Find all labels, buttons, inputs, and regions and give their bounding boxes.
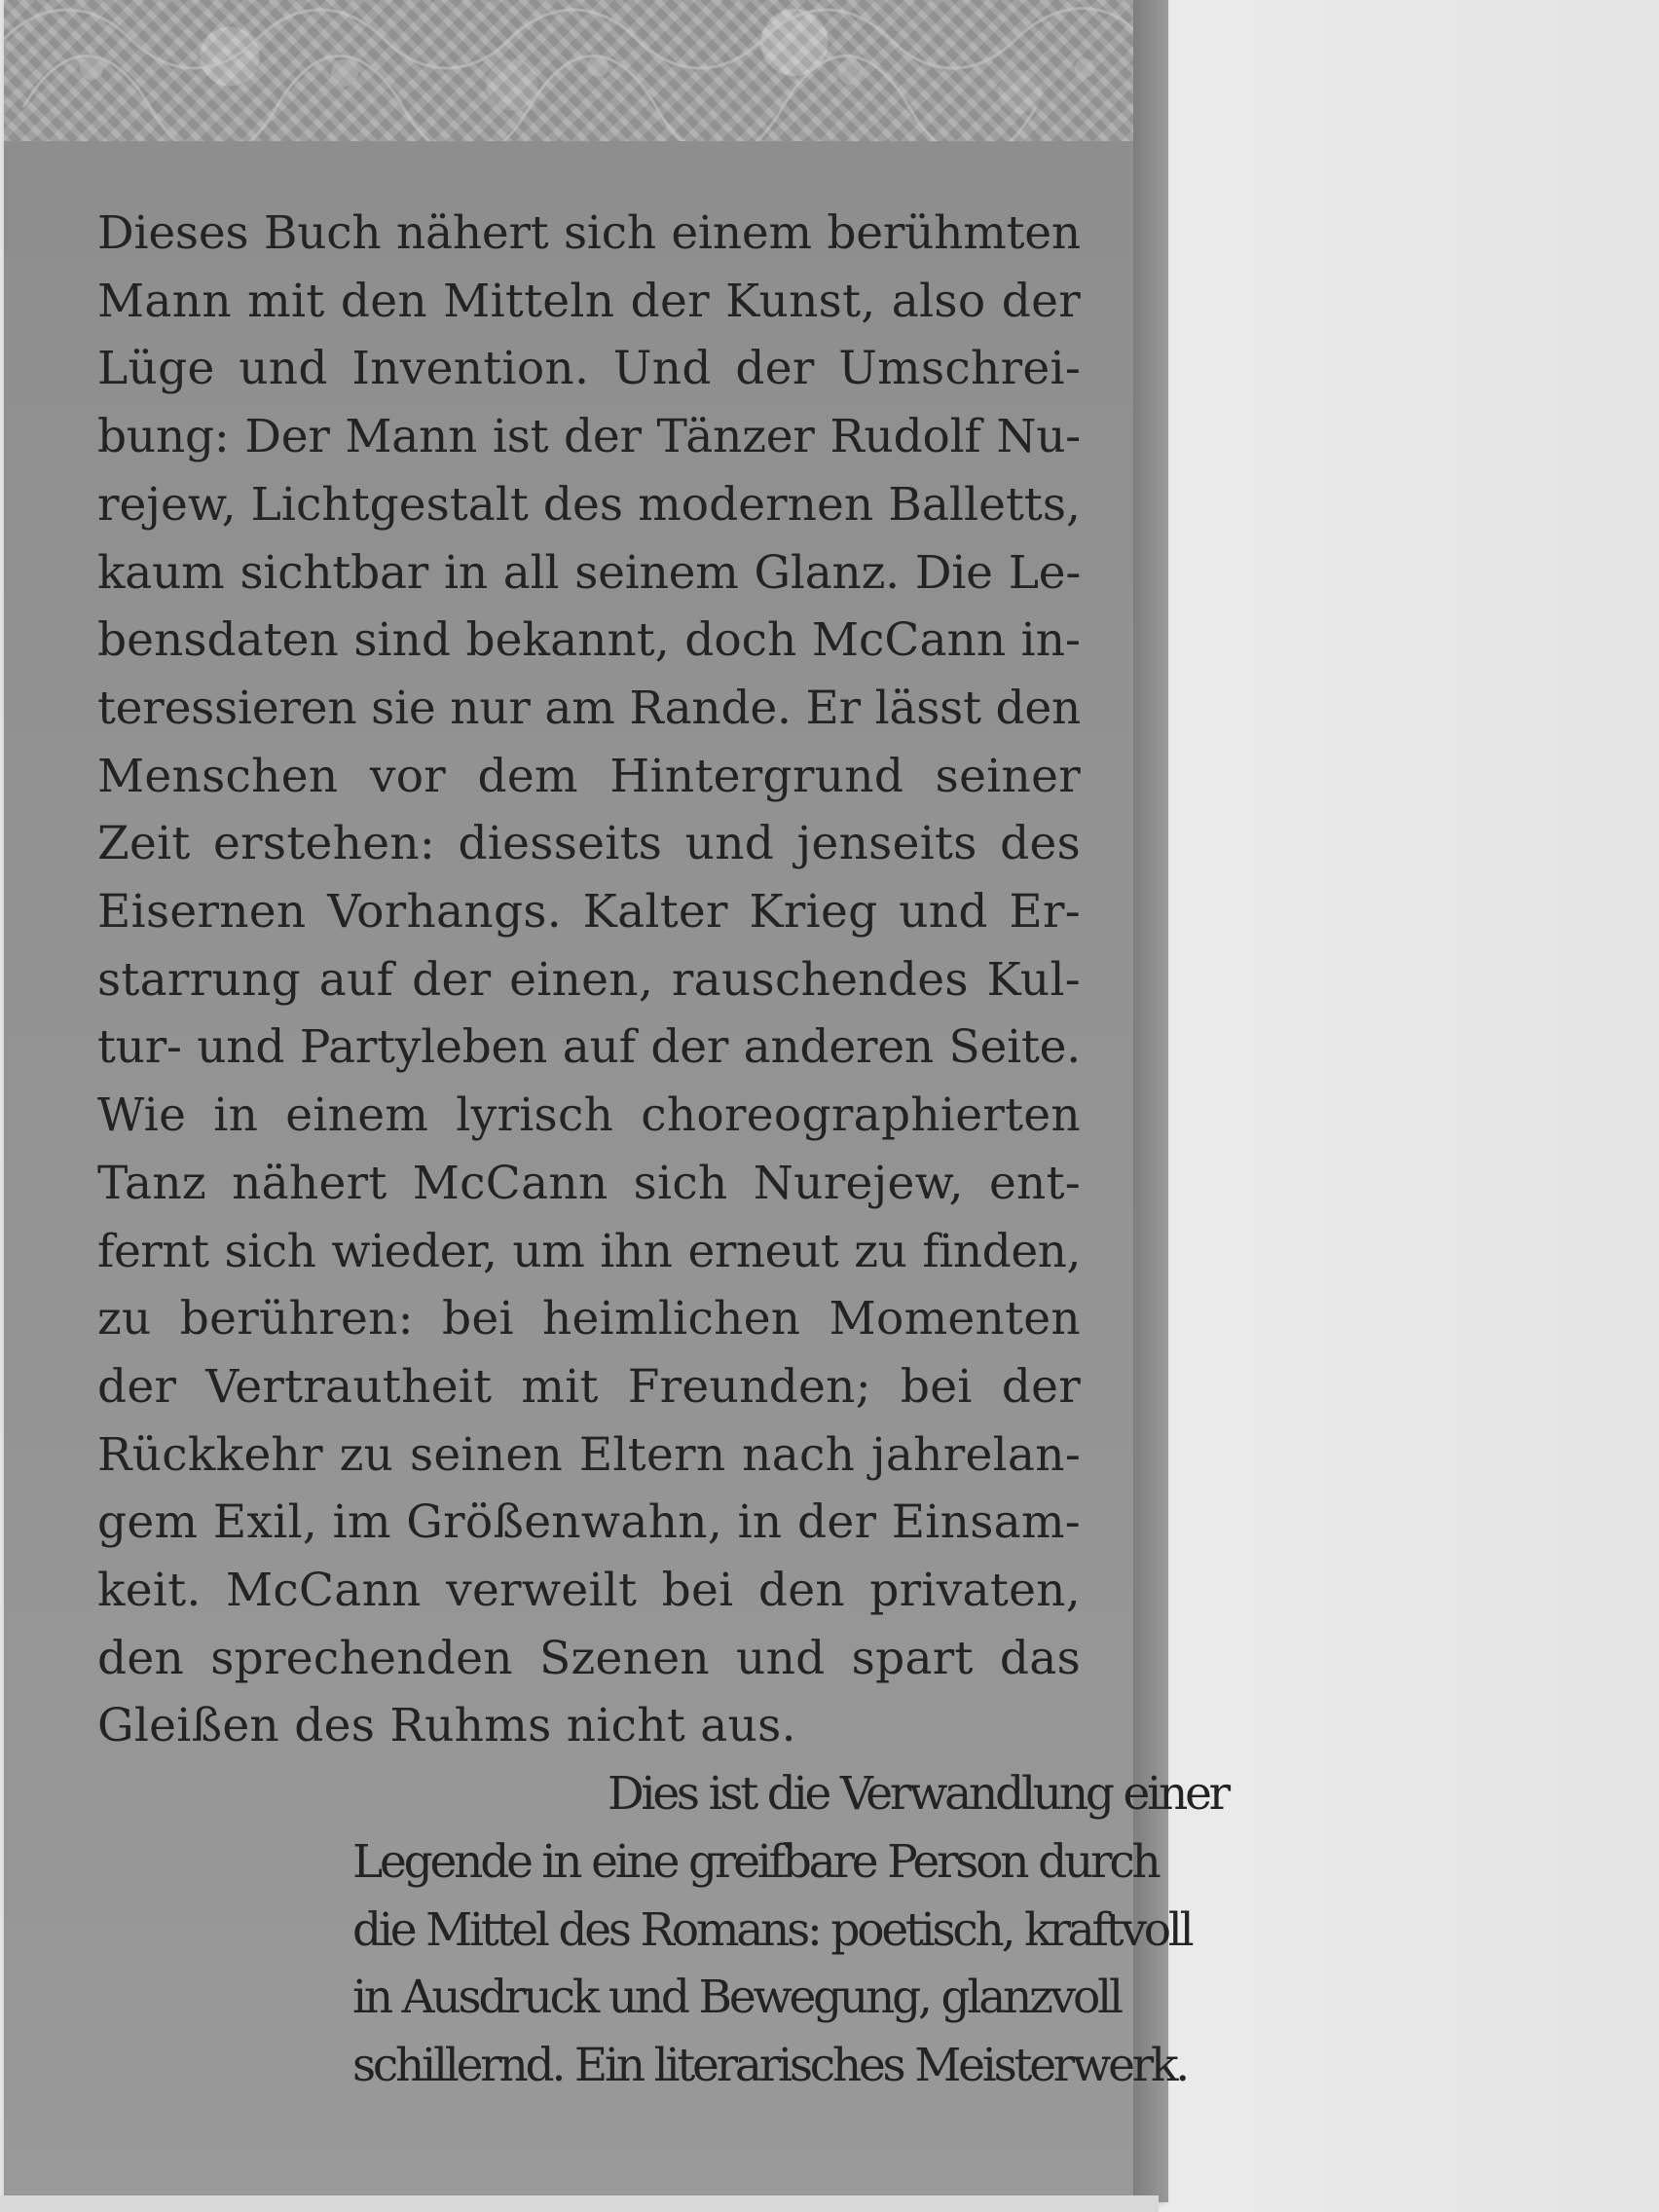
text-line: Wie in einem lyrisch choreographierten (97, 1088, 1081, 1143)
blurb-paragraph-1 (97, 200, 1081, 1760)
text-line: fernt sich wieder, um ihn erneut zu finden, (97, 1224, 1081, 1278)
text-line: Legende in eine greifbare Person durch (352, 1834, 1159, 1889)
blurb-paragraph-2 (97, 1760, 1228, 2100)
text-line: rejew, Lichtgestalt des modernen Balletts, (97, 477, 1081, 532)
text-line: Mann mit den Mitteln der Kunst, also der (97, 274, 1081, 328)
text-line: tur- und Partyleben auf der anderen Seite. (97, 1020, 1081, 1075)
text-line: bung: Der Mann ist der Tänzer Rudolf Nu- (97, 410, 1081, 464)
page-bottom-edge (0, 2195, 1159, 2212)
text-line: bensdaten sind bekannt, doch McCann in- (97, 613, 1081, 668)
text-line: in Ausdruck und Bewegung, glanzvoll (352, 1971, 1121, 2025)
blurb-text (97, 200, 1228, 2100)
text-line: schillernd. Ein literarisches Meisterwerk. (352, 2038, 1188, 2092)
decorative-pattern-strip (4, 0, 1133, 141)
text-line: keit. McCann verweilt bei den privaten, (97, 1564, 1081, 1618)
text-line: Tanz nähert McCann sich Nurejew, ent- (97, 1156, 1081, 1210)
text-line: Eisernen Vorhangs. Kalter Krieg und Er- (97, 885, 1081, 940)
text-line: den sprechenden Szenen und spart das (97, 1631, 1081, 1685)
ornament-pattern-icon (4, 0, 1133, 141)
text-line: zu berühren: bei heimlichen Momenten (97, 1292, 1081, 1346)
text-line: kaum sichtbar in all seinem Glanz. Die Le- (97, 545, 1081, 600)
text-line: Zeit erstehen: diesseits und jenseits des (97, 817, 1081, 871)
text-line: Menschen vor dem Hintergrund seiner (97, 749, 1081, 803)
text-line: starrung auf der einen, rauschendes Kul- (97, 952, 1081, 1007)
text-line: Rückkehr zu seinen Eltern nach jahrelan- (97, 1427, 1081, 1482)
text-line: der Vertrautheit mit Freunden; bei der (97, 1359, 1081, 1414)
text-line: Lüge und Invention. Und der Umschrei- (97, 342, 1081, 396)
text-line: gem Exil, im Größenwahn, in der Einsam- (97, 1495, 1081, 1550)
text-line: teressieren sie nur am Rande. Er lässt den (97, 681, 1082, 735)
text-line: Dieses Buch nähert sich einem berühmten (97, 206, 1081, 260)
text-line: die Mittel des Romans: poetisch, kraftvoll (352, 1902, 1192, 1957)
text-line: Gleißen des Ruhms nicht aus. (97, 1699, 796, 1753)
text-line: Dies ist die Verwandlung einer (608, 1767, 1228, 1822)
